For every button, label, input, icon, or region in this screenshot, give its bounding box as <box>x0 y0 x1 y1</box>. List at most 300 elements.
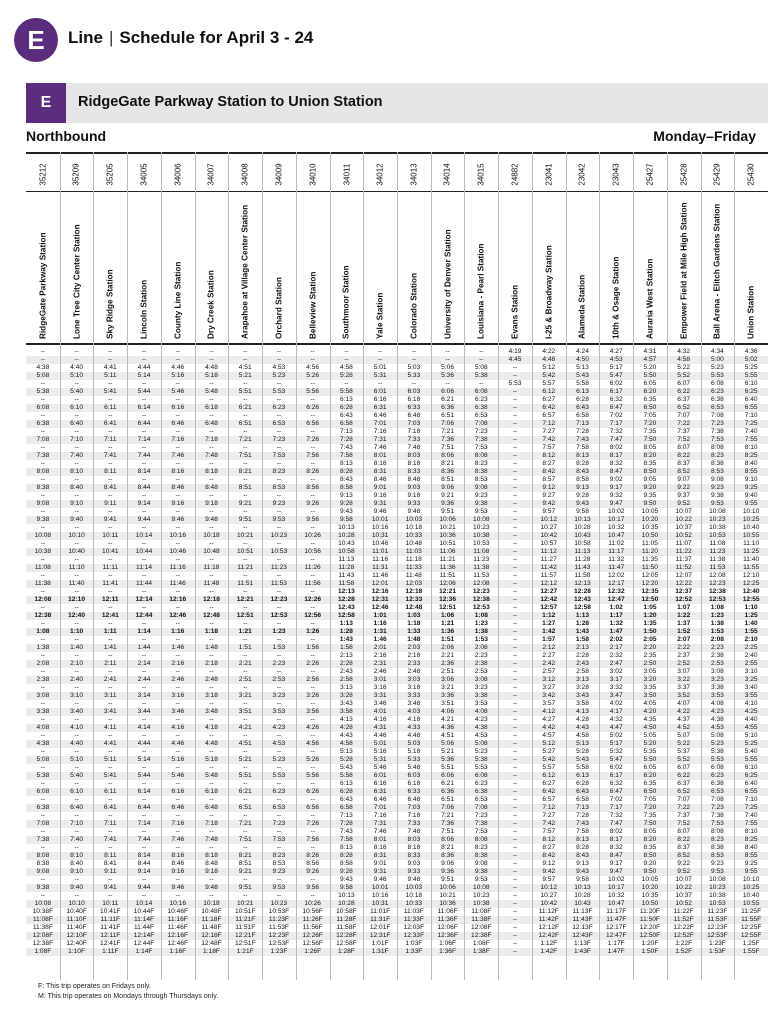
time-cell: 11:23F <box>707 908 728 915</box>
time-cell: 6:07 <box>677 764 691 771</box>
time-cell: 6:40 <box>70 804 83 811</box>
station-name: County Line Station <box>173 261 183 339</box>
time-cell: -- <box>276 476 282 483</box>
time-cell: -- <box>108 780 113 787</box>
time-cell: 10:46 <box>169 548 187 555</box>
time-cell: 6:28 <box>576 396 589 403</box>
time-cell: 9:18 <box>205 500 218 507</box>
time-cell: 9:11 <box>104 868 117 875</box>
time-cell: -- <box>512 628 518 635</box>
trip-number-text: 25430 <box>746 162 756 186</box>
time-cell: 5:41 <box>103 772 117 779</box>
time-cell: 5:55 <box>744 756 758 763</box>
time-cell: 8:40 <box>70 484 83 491</box>
time-cell: 9:23 <box>272 500 286 507</box>
time-cell: 8:08 <box>36 468 50 475</box>
time-cell: 10:23 <box>473 892 490 899</box>
time-cell: -- <box>209 540 214 547</box>
time-cell: 1:11 <box>103 628 117 635</box>
time-cell: 4:28 <box>339 724 353 731</box>
time-cell: 8:23 <box>710 452 724 459</box>
time-cell: 2:14 <box>137 660 151 667</box>
time-cell: 11:25F <box>741 908 762 915</box>
time-cell: 7:37 <box>677 428 691 435</box>
time-cell: 11:55 <box>743 564 760 571</box>
time-cell: 8:23 <box>474 460 488 467</box>
time-cell: 7:16 <box>171 436 185 443</box>
time-cell: 3:23 <box>272 692 286 699</box>
time-cell: -- <box>141 428 147 435</box>
time-cell: 7:11 <box>104 436 117 443</box>
time-cell: 6:10 <box>70 404 83 411</box>
time-cell: 6:46 <box>373 412 387 419</box>
time-cell: 1:38F <box>472 948 490 955</box>
time-cell: 11:47 <box>608 564 625 571</box>
time-cell: -- <box>243 604 248 611</box>
time-cell: 10:53 <box>709 900 726 907</box>
time-cell: 11:03 <box>405 548 422 555</box>
time-cell: 6:25 <box>744 772 758 779</box>
time-cell: 8:57 <box>542 476 556 483</box>
time-cell: 5:48 <box>205 772 218 779</box>
time-cell: 1:08 <box>36 628 50 635</box>
time-cell: 2:46 <box>373 668 387 675</box>
time-cell: 2:51 <box>238 676 252 683</box>
time-cell: -- <box>40 476 46 483</box>
table-row <box>26 668 768 676</box>
time-cell: 5:16 <box>171 372 185 379</box>
time-cell: -- <box>243 892 248 899</box>
time-cell: 8:52 <box>677 468 691 475</box>
time-cell: 8:56 <box>306 484 320 491</box>
time-cell: 11:01F <box>370 908 391 915</box>
time-cell: -- <box>175 508 180 515</box>
table-row <box>26 444 768 452</box>
station-header <box>363 193 397 345</box>
time-cell: -- <box>74 620 79 627</box>
time-cell: 9:46 <box>171 884 185 891</box>
trip-number-text: 34011 <box>341 163 351 185</box>
time-cell: -- <box>512 636 518 643</box>
time-cell: 1:36F <box>439 948 457 955</box>
time-cell: -- <box>276 828 282 835</box>
time-cell: -- <box>108 348 113 355</box>
time-cell: 10:48F <box>201 908 222 915</box>
time-cell: 9:14 <box>137 868 151 875</box>
time-cell: -- <box>310 348 315 355</box>
time-cell: 2:13 <box>576 644 589 651</box>
time-cell: 4:03 <box>407 708 421 715</box>
time-cell: 4:48 <box>205 364 218 371</box>
time-cell: 2:28 <box>576 652 589 659</box>
table-row <box>26 492 768 500</box>
time-cell: -- <box>108 540 113 547</box>
time-cell: 5:14 <box>137 372 151 379</box>
time-cell: -- <box>108 700 113 707</box>
time-cell: 7:31 <box>373 436 387 443</box>
time-cell: -- <box>512 572 518 579</box>
table-row <box>26 396 768 404</box>
time-cell: 7:40 <box>744 812 758 819</box>
time-cell: -- <box>243 700 248 707</box>
station-name: Sky Ridge Station <box>105 269 115 339</box>
time-cell: 5:36 <box>441 372 454 379</box>
time-cell: 2:48 <box>407 668 421 675</box>
time-cell: 5:47 <box>609 372 623 379</box>
time-cell: 7:13 <box>576 420 589 427</box>
time-cell: 7:53 <box>474 828 488 835</box>
time-cell: 10:08 <box>473 516 490 523</box>
time-cell: 6:44 <box>137 420 151 427</box>
time-cell: 9:26 <box>306 500 320 507</box>
time-cell: 4:48 <box>205 740 218 747</box>
time-cell: 7:47 <box>609 820 623 827</box>
time-cell: 11:51 <box>237 580 254 587</box>
time-cell: 11:47F <box>606 916 627 923</box>
time-cell: 7:07 <box>677 412 691 419</box>
time-cell: 6:25 <box>744 388 758 395</box>
time-cell: 4:16 <box>373 716 387 723</box>
time-cell: 3:50 <box>643 692 657 699</box>
trip-number <box>93 154 127 194</box>
time-cell: 1:48 <box>205 644 218 651</box>
table-row <box>26 508 768 516</box>
time-cell: -- <box>310 812 315 819</box>
time-cell: 2:58 <box>339 676 353 683</box>
time-cell: -- <box>243 572 248 579</box>
time-cell: 12:46 <box>371 604 389 611</box>
time-cell: 11:40 <box>68 580 85 587</box>
time-cell: 11:33 <box>405 564 422 571</box>
time-cell: 1:52F <box>675 948 693 955</box>
time-cell: -- <box>40 796 46 803</box>
table-row <box>26 868 768 876</box>
time-cell: 11:51 <box>439 572 456 579</box>
time-cell: 6:12 <box>542 388 556 395</box>
time-cell: 11:16 <box>372 556 389 563</box>
time-cell: 7:51 <box>441 828 454 835</box>
time-cell: 12:44 <box>135 612 153 619</box>
time-cell: 4:42 <box>542 724 556 731</box>
station-header <box>127 193 161 345</box>
time-cell: 9:23 <box>710 860 724 867</box>
time-cell: 1:02 <box>609 604 623 611</box>
time-cell: -- <box>209 396 214 403</box>
time-cell: 1:38 <box>36 644 50 651</box>
time-cell: 7:43 <box>576 436 589 443</box>
time-cell: 9:25 <box>744 484 758 491</box>
time-cell: 5:23 <box>474 748 488 755</box>
time-cell: 7:58 <box>576 828 589 835</box>
time-cell: 10:23 <box>270 900 288 907</box>
time-cell: 8:51 <box>238 860 252 867</box>
time-cell: 8:23 <box>710 836 724 843</box>
time-cell: 7:46 <box>171 452 185 459</box>
time-cell: 8:35 <box>643 844 657 851</box>
trip-number-text: 23041 <box>544 162 554 186</box>
time-cell: 9:33 <box>407 500 421 507</box>
time-cell: 7:08 <box>474 420 488 427</box>
time-cell: 10:18 <box>203 532 220 539</box>
time-cell: 12:11F <box>100 932 121 939</box>
time-cell: 9:23 <box>474 492 488 499</box>
time-cell: 3:47 <box>609 692 623 699</box>
time-cell: 8:53 <box>710 852 724 859</box>
time-cell: -- <box>276 620 282 627</box>
time-cell: 9:14 <box>137 500 151 507</box>
time-cell: 3:32 <box>609 684 623 691</box>
time-cell: 4:40 <box>70 740 83 747</box>
time-cell: 3:40 <box>70 708 83 715</box>
time-cell: 8:53 <box>474 476 488 483</box>
time-cell: 3:18 <box>205 692 218 699</box>
time-cell: 11:37 <box>675 556 692 563</box>
time-cell: 12:58F <box>336 940 357 947</box>
time-cell: 5:21 <box>238 372 252 379</box>
time-cell: 2:27 <box>542 652 556 659</box>
time-cell: 11:28 <box>574 556 591 563</box>
time-cell: 9:06 <box>441 484 454 491</box>
time-cell: 6:48 <box>407 412 421 419</box>
time-cell: 4:53 <box>272 740 286 747</box>
time-cell: 10:03 <box>405 884 423 891</box>
time-cell: 11:46 <box>372 572 389 579</box>
time-cell: 7:46 <box>171 836 185 843</box>
time-cell: -- <box>512 852 518 859</box>
time-cell: 3:17 <box>609 676 623 683</box>
time-cell: 5:36 <box>441 756 454 763</box>
time-cell: -- <box>74 428 79 435</box>
time-cell: -- <box>243 684 248 691</box>
time-cell: 2:38 <box>474 660 488 667</box>
time-cell: 4:46 <box>171 740 185 747</box>
time-cell: -- <box>209 348 214 355</box>
time-cell: 8:17 <box>609 836 623 843</box>
time-cell: 3:33 <box>407 692 421 699</box>
time-cell: 6:51 <box>441 796 454 803</box>
time-cell: -- <box>512 668 518 675</box>
time-cell: 6:46 <box>171 804 185 811</box>
time-cell: 3:05 <box>643 668 657 675</box>
station-header <box>195 193 229 345</box>
time-cell: 9:35 <box>643 492 657 499</box>
time-cell: 3:52 <box>677 692 691 699</box>
time-cell: 7:08 <box>36 436 50 443</box>
table-row <box>26 404 768 412</box>
time-cell: 1:16 <box>171 628 185 635</box>
table-row <box>26 892 768 900</box>
time-cell: -- <box>209 780 214 787</box>
time-cell: 6:43 <box>576 788 589 795</box>
time-cell: 11:41F <box>100 924 121 931</box>
time-cell: 8:18 <box>407 460 421 467</box>
time-cell: 7:55 <box>744 436 758 443</box>
time-cell: 10:55 <box>742 900 760 907</box>
time-cell: 12:10 <box>742 572 760 579</box>
time-cell: -- <box>74 460 79 467</box>
time-cell: 10:02 <box>607 876 625 883</box>
time-cell: 7:57 <box>542 444 556 451</box>
time-cell: 1:23F <box>708 940 726 947</box>
time-cell: 1:42F <box>540 948 558 955</box>
time-cell: 4:44 <box>137 364 151 371</box>
time-cell: 5:23 <box>710 364 724 371</box>
time-cell: -- <box>310 732 315 739</box>
time-cell: -- <box>108 796 113 803</box>
time-cell: 10:21 <box>236 532 254 539</box>
time-cell: -- <box>479 356 484 363</box>
time-cell: 4:51 <box>238 740 252 747</box>
time-cell: 12:28F <box>336 932 357 939</box>
time-cell: 8:06 <box>441 452 454 459</box>
time-cell: 9:18 <box>407 492 421 499</box>
time-cell: 6:46 <box>373 796 387 803</box>
time-cell: 6:06 <box>441 388 454 395</box>
time-cell: 4:34 <box>710 348 724 355</box>
time-cell: -- <box>243 780 248 787</box>
time-cell: 5:43 <box>576 756 589 763</box>
time-cell: 7:10 <box>70 436 83 443</box>
time-cell: -- <box>310 652 315 659</box>
time-cell: 10:51 <box>439 540 456 547</box>
time-cell: 10:28 <box>574 524 591 531</box>
time-cell: 7:53 <box>710 436 724 443</box>
time-cell: 9:21 <box>441 492 454 499</box>
time-cell: 1:01 <box>373 612 387 619</box>
time-cell: 11:53 <box>270 580 287 587</box>
time-cell: 1:08 <box>474 612 488 619</box>
time-cell: 1:21F <box>236 948 254 955</box>
time-cell: 7:53 <box>710 820 724 827</box>
time-cell: 8:44 <box>137 860 151 867</box>
time-cell: 5:33 <box>407 372 421 379</box>
time-cell: 6:36 <box>441 404 454 411</box>
time-cell: 5:38 <box>474 372 488 379</box>
time-cell: 12:37 <box>675 588 693 595</box>
time-cell: 5:27 <box>542 748 556 755</box>
time-cell: 7:18 <box>205 436 218 443</box>
time-cell: 11:43 <box>574 564 591 571</box>
station-header <box>228 193 262 345</box>
time-cell: 6:23 <box>474 780 488 787</box>
time-cell: 6:51 <box>238 804 252 811</box>
time-cell: -- <box>141 356 147 363</box>
time-cell: -- <box>108 892 113 899</box>
time-cell: 1:11F <box>102 948 119 955</box>
time-cell: 10:37 <box>675 524 692 531</box>
time-cell: 4:14 <box>137 724 151 731</box>
time-cell: 10:38 <box>709 524 726 531</box>
time-cell: 1:08F <box>472 940 490 947</box>
time-cell: 6:56 <box>306 804 320 811</box>
time-cell: 12:48F <box>201 940 222 947</box>
time-cell: -- <box>512 620 518 627</box>
time-cell: 8:47 <box>609 468 623 475</box>
line-label: Line <box>68 28 103 47</box>
table-row <box>26 420 768 428</box>
time-cell: 11:02 <box>608 540 625 547</box>
time-cell: 7:46 <box>373 828 387 835</box>
time-cell: 7:22 <box>677 804 691 811</box>
time-cell: 12:47 <box>607 596 625 603</box>
time-cell: -- <box>40 412 46 419</box>
time-cell: 9:18 <box>205 868 218 875</box>
time-cell: 11:36F <box>437 916 458 923</box>
time-cell: 1:20 <box>643 612 657 619</box>
time-cell: -- <box>243 812 248 819</box>
time-cell: 12:42 <box>540 596 558 603</box>
time-cell: 3:26 <box>306 692 320 699</box>
time-cell: 8:37 <box>677 460 691 467</box>
time-cell: 9:51 <box>238 884 252 891</box>
time-cell: 9:42 <box>542 500 556 507</box>
time-cell: 12:41 <box>101 612 119 619</box>
time-cell: 11:52 <box>675 564 692 571</box>
trip-number-row <box>26 152 768 192</box>
time-cell: -- <box>411 356 417 363</box>
table-row <box>26 716 768 724</box>
time-cell: 2:08 <box>474 644 488 651</box>
time-cell: 10:35 <box>641 892 659 899</box>
table-row <box>26 356 768 364</box>
trip-number-text: 25428 <box>679 162 689 186</box>
time-cell: -- <box>209 412 214 419</box>
time-cell: 1:14F <box>135 948 153 955</box>
time-cell: 6:27 <box>542 396 556 403</box>
time-cell: 7:23 <box>710 420 724 427</box>
time-cell: 12:18 <box>405 588 423 595</box>
time-cell: 4:56 <box>306 364 320 371</box>
time-cell: -- <box>141 412 147 419</box>
time-cell: 4:53 <box>474 732 488 739</box>
time-cell: 6:38 <box>710 396 724 403</box>
time-cell: 9:40 <box>70 516 83 523</box>
time-cell: 10:16 <box>169 900 187 907</box>
time-cell: 6:16 <box>373 780 387 787</box>
time-cell: 10:56F <box>302 908 323 915</box>
time-cell: 8:13 <box>339 460 353 467</box>
time-cell: 2:56 <box>306 676 320 683</box>
time-cell: 9:38 <box>36 884 50 891</box>
time-cell: 4:53 <box>710 724 724 731</box>
time-cell: 1:03F <box>405 940 423 947</box>
time-cell: 7:10 <box>744 412 758 419</box>
time-cell: 3:40 <box>744 684 758 691</box>
time-cell: -- <box>175 444 180 451</box>
time-cell: 9:17 <box>609 860 623 867</box>
station-header <box>161 193 195 345</box>
time-cell: 8:43 <box>339 476 353 483</box>
time-cell: -- <box>141 668 147 675</box>
time-cell: 3:38 <box>36 708 50 715</box>
time-cell: 9:40 <box>744 492 758 499</box>
time-cell: 10:53F <box>268 908 290 915</box>
time-cell: -- <box>141 796 147 803</box>
time-cell: 7:38 <box>36 836 50 843</box>
time-cell: -- <box>74 348 79 355</box>
time-cell: -- <box>141 812 147 819</box>
time-cell: 10:28 <box>338 900 355 907</box>
time-cell: -- <box>512 772 518 779</box>
time-cell: 4:48 <box>542 356 556 363</box>
time-cell: -- <box>141 572 147 579</box>
time-cell: -- <box>209 700 214 707</box>
time-cell: 7:40 <box>70 452 83 459</box>
time-cell: -- <box>108 444 113 451</box>
time-cell: -- <box>40 636 46 643</box>
time-cell: 1:46 <box>373 636 387 643</box>
time-cell: 5:02 <box>744 356 758 363</box>
